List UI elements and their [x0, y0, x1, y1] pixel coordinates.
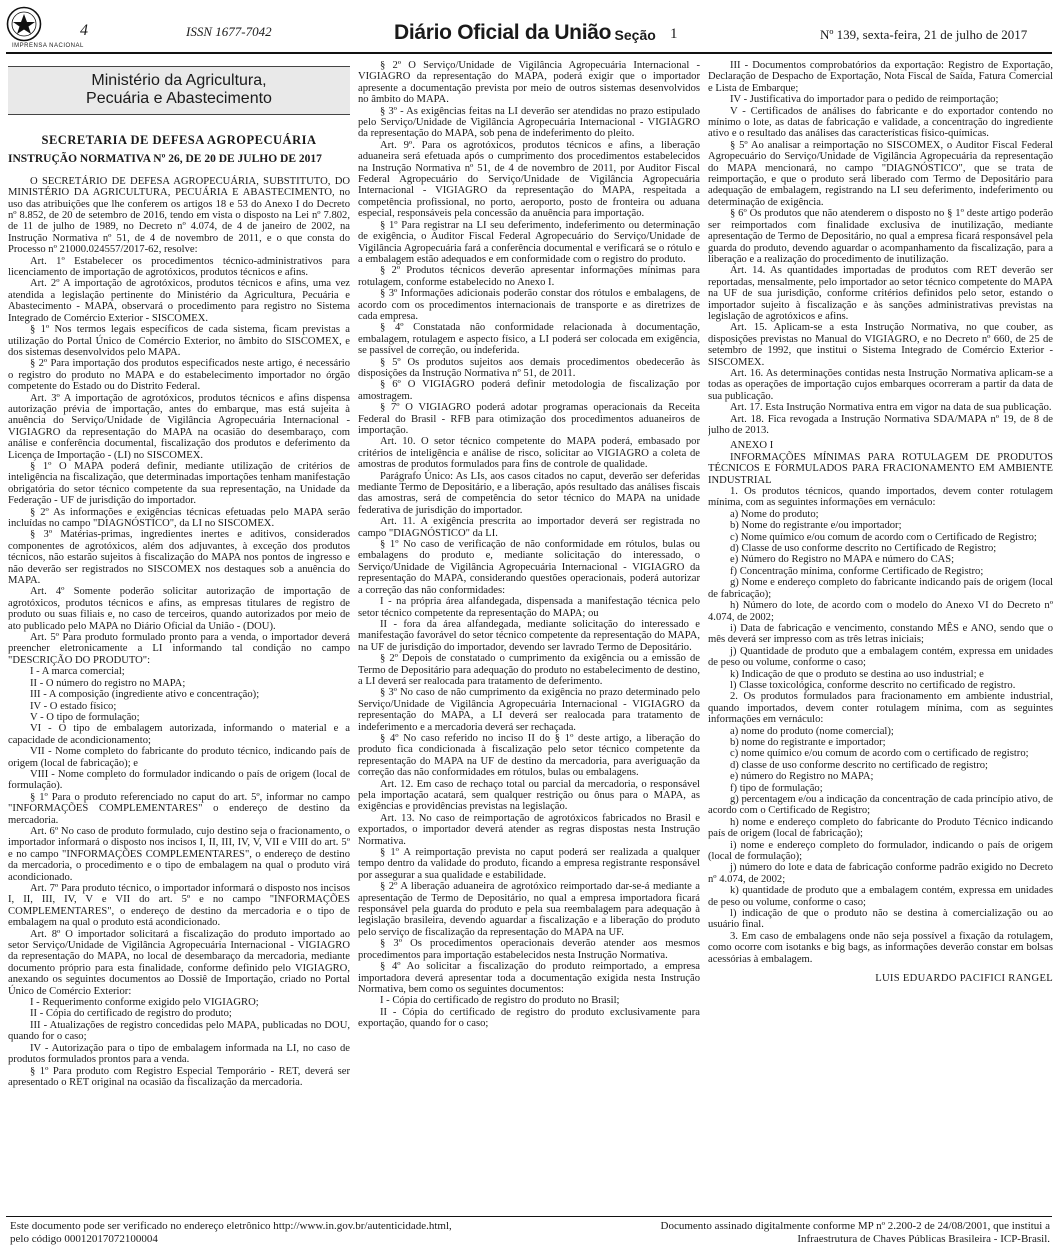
- paragraph: III - Atualizações de registro concedidas pelo MAPA, publicadas no DOU, quando for o caso;: [8, 1019, 350, 1043]
- footer-left: [10, 1220, 452, 1246]
- paragraph: Art. 13. No caso de reimportação de agrotóxicos fabricados no Brasil e exportados, o importador deverá atender as regras dispostas nesta Instrução Normativa.: [358, 812, 700, 847]
- paragraph: IV - O estado físico;: [30, 700, 117, 712]
- annex-item: d) classe de uso conforme descrito no certificado de registro;: [730, 759, 988, 771]
- secretaria-heading: SECRETARIA DE DEFESA AGROPECUÁRIA: [41, 133, 317, 147]
- paragraph: § 2º As informações e exigências técnicas efetuadas pelo MAPA serão incluídas no campo "DIAGNÓSTICO", da LI no SISCOMEX.: [8, 506, 350, 529]
- column-1-body: [8, 176, 350, 1089]
- paragraph: I - A marca comercial;: [30, 666, 125, 678]
- section-label: - Seção: [606, 27, 656, 43]
- annex-item: 2. Os produtos formulados para fracionamento em ambiente industrial, quando importados, devem conter rotulagem mínima, com as seguintes informações em vernáculo:: [708, 691, 1053, 726]
- paragraph: IV - Justificativa do importador para o pedido de reimportação;: [730, 94, 999, 106]
- paragraph: Art. 10. O setor técnico competente do MAPA poderá, embasado por critérios de inteligência e análise de risco, solicitar ao VIGIAGRO a coleta de amostras de produtos formulados para fins de controle de qualidade.: [358, 436, 700, 471]
- paragraph: VI - O tipo de embalagem autorizada, informando o material e a capacidade de acondicionamento;: [8, 723, 350, 746]
- page-footer: [0, 1216, 1060, 1245]
- annex-item: b) nome do registrante e importador;: [730, 736, 886, 748]
- paragraph: Art. 15. Aplicam-se a esta Instrução Normativa, no que couber, as disposições previstas no Manual do VIGIAGRO, e no Decreto nº 660, de 25 de setembro de 1992, que institui o Sistema Integrado de Comércio Exterior - SISCOMEX.: [708, 322, 1053, 368]
- paragraph: Art. 8º O importador solicitará a fiscalização do produto importado ao setor Serviço/Unidade de Vigilância Agropecuária Internacional - VIGIAGRO da representação do MAPA, no local de desembaraço da mercadoria, mediante documento próprio para esta finalidade, conforme definido pelo VIGIAGRO, anexando os seguintes documentos ao Dossiê de Importação, criado no Portal Único de Comércio Exterior:: [8, 928, 350, 997]
- paragraph: § 2º Para importação dos produtos especificados neste artigo, é necessário o registro do produto no MAPA e do estabelecimento importador no órgão competente do Estado ou do Distrito Federal.: [8, 358, 350, 393]
- annex-item: i) nome e endereço completo do formulador, indicando o país de origem (local de formulação);: [708, 839, 1053, 863]
- paragraph: VII - Nome completo do fabricante do produto técnico, indicando país de origem (local de fabricação); e: [8, 746, 350, 769]
- paragraph: Art. 7º Para produto técnico, o importador informará o disposto nos incisos I, II, III, IV, V e VII do art. 5º e no campo "INFORMAÇÕES COMPLEMENTARES", o endereço de destino da mercadoria e o tipo de embalagem na qual o produto está acondicionado.: [8, 883, 350, 929]
- paragraph: Art. 4º Somente poderão solicitar autorização de importação de agrotóxicos, produtos técnicos e afins, as empresas titulares de registro de produto ou suas filiais e, no caso de terceiros, quando autorizados por meio de ato publicado pelo MAPA no Diário Oficial da União - (DOU).: [8, 586, 350, 632]
- annex-item: a) Nome do produto;: [730, 508, 819, 520]
- annex-title: ANEXO I: [730, 440, 774, 452]
- paragraph: § 1º Para registrar na LI seu deferimento, indeferimento ou determinação de exigência, o Auditor Fiscal Federal Agropecuário do Serviço/Unidade de Vigilância Agropecuária fará a conferência documental e verificará se o rótulo e a embalagem estão adequados e em conformidade com o registro do produto.: [358, 219, 700, 265]
- annex-item: i) Data de fabricação e vencimento, constando MÊS e ANO, sendo que o mês deverá ser impresso com as três letras iniciais;: [708, 622, 1053, 646]
- imprensa-nacional-seal-icon: [6, 6, 42, 42]
- column-1: [8, 60, 350, 1215]
- annex-item: g) percentagem e/ou a indicação da concentração de cada princípio ativo, de acordo com o Certificado de Registro;: [708, 794, 1053, 817]
- annex-item: l) Classe toxicológica, conforme descrito no certificado de registro.: [730, 679, 1016, 691]
- paragraph: Art. 2º A importação de agrotóxicos, produtos técnicos e afins, uma vez atendida a legislação pertinente do Ministério da Agricultura, Pecuária e Abastecimento - MAPA, observará o procedimento para registro no Sistema Integrado de Comércio Exterior - SISCOMEX.: [8, 278, 350, 324]
- paragraph: I - Cópia do certificado de registro do produto no Brasil;: [380, 995, 620, 1007]
- paragraph: § 4º No caso referido no inciso II do § 1º deste artigo, a liberação do produto fica condicionada à fiscalização pelo setor técnico competente da representação do MAPA na UF de destino da mercadoria, para averiguação da correção das não conformidades em rótulos, bulas ou embalagens.: [358, 732, 700, 779]
- section-number: 1: [670, 26, 678, 42]
- paragraph: § 1º A reimportação prevista no caput poderá ser realizada a qualquer tempo dentro da validade do produto, ficando a empresa registrante responsável por assegurar a sua qualidade e estabilidade.: [358, 847, 700, 881]
- paragraph: O SECRETÁRIO DE DEFESA AGROPECUÁRIA, SUBSTITUTO, DO MINISTÉRIO DA AGRICULTURA, PECUÁRIA E ABASTECIMENTO, no uso das atribuições que lhe conferem os artigos 18 e 53 do Anexo I do Decreto nº 8.852, de 20 de setembro de 2016, tendo em vista o disposto na Lei nº 7.802, de 11 de julho de 1989, no Decreto nº 4.074, de 4 de janeiro de 2002, na Instrução Normativa nº 51, de 4 de novembro de 2011, e o que consta do Processo nº 21000.024557/2017-62, resolve:: [8, 175, 350, 256]
- ministry-banner: [8, 66, 350, 115]
- paragraph: III - A composição (ingrediente ativo e concentração);: [30, 689, 260, 701]
- paragraph: VIII - Nome completo do formulador indicando o país de origem (local de formulação).: [8, 768, 350, 792]
- paragraph: § 7º O VIGIAGRO poderá adotar programas operacionais da Receita Federal do Brasil - RFB para otimização dos procedimentos aduaneiros de importação.: [358, 402, 700, 436]
- paragraph: § 1º Para o produto referenciado no caput do art. 5º, informar no campo "INFORMAÇÕES COMPLEMENTARES" o endereço de destino da mercadoria.: [8, 791, 350, 826]
- annex-item: e) Número do Registro no MAPA e número do CAS;: [730, 554, 955, 566]
- annex-item: f) Concentração mínima, conforme Certificado de Registro;: [730, 565, 984, 577]
- paragraph: § 3º No caso de não cumprimento da exigência no prazo determinado pelo Serviço/Unidade de Vigilância Agropecuária Internacional - VIGIAGRO da representação do MAPA, a LI deverá ser realocada para tratamento de indeferimento e a mercadoria deverá ser rechaçada.: [358, 687, 700, 733]
- ministry-line-2: Pecuária e Abastecimento: [86, 90, 272, 107]
- annex-item: h) Número do lote, de acordo com o modelo do Anexo VI do Decreto nº 4.074, de 2002;: [708, 600, 1053, 623]
- paragraph: V - O tipo de formulação;: [30, 711, 140, 723]
- paragraph: II - fora da área alfandegada, mediante solicitação do interessado e manifestação favorável do setor técnico competente da representação do MAPA, na UF de jurisdição do importador, devendo ser lavrado Termo de Depositário.: [358, 618, 700, 653]
- page-number: 4: [80, 22, 88, 39]
- footer-signature-line: Documento assinado digitalmente conforme MP nº 2.200-2 de 24/08/2001, que institui a: [660, 1220, 1050, 1232]
- paragraph: § 3º Os procedimentos operacionais deverão atender aos mesmos procedimentos para importação estabelecidos nesta Instrução Normativa.: [358, 938, 700, 961]
- paragraph: § 3º Matérias-primas, ingredientes inertes e aditivos, considerados componentes de agrotóxicos, além dos adjuvantes, à exceção dos produtos técnicos, não estarão sujeitos à fiscalização do MAPA nos pontos de ingresso e não deverão ser registrados no SISCOMEX nos destaques sob a anuência do MAPA.: [8, 529, 350, 587]
- paragraph: II - Cópia do certificado de registro do produto exclusivamente para exportação, quando for o caso;: [358, 1006, 700, 1030]
- paragraph: Art. 16. As determinações contidas nesta Instrução Normativa aplicam-se a todas as operações de importação cujos embarques ocorreram a partir da data de sua publicação.: [708, 367, 1053, 402]
- paragraph: § 1º O MAPA poderá definir, mediante utilização de critérios de inteligência na fiscalização, que determinadas importações tenham manifestação obrigatória do setor técnico competente da sua representação, na Unidade da Federação - UF de jurisdição do importador.: [8, 460, 350, 507]
- annex-heading: INFORMAÇÕES MÍNIMAS PARA ROTULAGEM DE PRODUTOS TÉCNICOS E FORMULADOS PARA FRACIONAMENTO EM AMBIENTE INDUSTRIAL: [708, 451, 1053, 486]
- paragraph: § 3º - As exigências feitas na LI deverão ser atendidas no prazo estipulado pelo Serviço/Unidade de Vigilância Agropecuária Internacional - VIGIAGRO da representação do MAPA, sob pena de indeferimento do pleito.: [358, 105, 700, 140]
- paragraph: § 4º Constatada não conformidade relacionada à documentação, embalagem, rotulagem e aspecto físico, a LI poderá ser colocada em exigência, se passível de correção, ou indeferida.: [358, 322, 700, 357]
- paragraph: § 2º Depois de constatado o cumprimento da exigência ou a emissão de Termo de Depositário para adequação do produto no estabelecimento de destino, a LI deverá ser realocada para tratamento de deferimento.: [358, 653, 700, 687]
- paragraph: § 1º Nos termos legais específicos de cada sistema, ficam previstas a utilização do Portal Único de Comércio Exterior, no âmbito do SISCOMEX, e dos sistemas desenvolvidos pelo MAPA.: [8, 324, 350, 358]
- annex-item: l) indicação de que o produto não se destina à comercialização ou ao usuário final.: [708, 908, 1053, 931]
- paragraph: § 2º O Serviço/Unidade de Vigilância Agropecuária Internacional - VIGIAGRO da representação do MAPA, poderá exigir que o importador apresente a documentação prevista por meio de outros sistemas desenvolvidos no âmbito do MAPA.: [358, 60, 700, 106]
- paragraph: I - na própria área alfandegada, dispensada a manifestação técnica pelo setor técnico competente da representação do MAPA; ou: [358, 596, 700, 619]
- paragraph: § 4º Ao solicitar a fiscalização do produto reimportado, a empresa importadora deverá apresentar toda a documentação exigida nesta Instrução Normativa, bem como os seguintes documentos:: [358, 961, 700, 995]
- footer-verify-line: Este documento pode ser verificado no endereço eletrônico http://www.in.gov.br/autenticidade.html,: [10, 1220, 452, 1232]
- paragraph: Art. 5º Para produto formulado pronto para a venda, o importador deverá preencher eletronicamente a LI informando tal condição no campo "DESCRIÇÃO DO PRODUTO":: [8, 632, 350, 666]
- paragraph: Art. 17. Esta Instrução Normativa entra em vigor na data de sua publicação.: [730, 402, 1052, 414]
- paragraph: II - Cópia do certificado de registro do produto;: [30, 1008, 232, 1020]
- issue-date: Nº 139, sexta-feira, 21 de julho de 2017: [820, 27, 1028, 42]
- journal-title: Diário Oficial da União: [394, 21, 612, 44]
- annex-item: j) número do lote e data de fabricação conforme padrão exigido no Decreto nº 4.074, de 2002;: [708, 862, 1053, 885]
- footer-right: [661, 1220, 1050, 1246]
- column-3: [708, 60, 1053, 1215]
- issn: ISSN 1677-7042: [186, 24, 272, 39]
- paragraph: § 2º A liberação aduaneira de agrotóxico reimportado dar-se-á mediante a apresentação de Termo de Depositário, no qual a empresa importadora ficará responsável pela guarda do produto e pela sua reembalagem para adequação à legislação brasileira, devendo aguardar a fiscalização e a liberação do produto pelo serviço de fiscalização da representação do MAPA na UF.: [358, 881, 700, 938]
- paragraph: Art. 1º Estabelecer os procedimentos técnico-administrativos para licenciamento de importação de agrotóxicos, produtos técnicos e afins.: [8, 255, 350, 279]
- paragraph: § 5º Os produtos sujeitos aos demais procedimentos obedecerão às disposições da Instrução Normativa nº 51, de 2011.: [358, 356, 700, 379]
- page-header: [0, 0, 1060, 58]
- paragraph: § 6º Os produtos que não atenderem o disposto no § 1º deste artigo poderão ser reimportados com finalidade exclusiva de inutilização, mediante apresentação de Termo de Depositário, no qual a empresa ficará responsável pela guarda do produto, devendo aguardar o acompanhamento da fiscalização, para a liberação e a realização do procedimento de inutilização.: [708, 208, 1053, 265]
- signature: LUIS EDUARDO PACIFICI RANGEL: [875, 973, 1053, 985]
- paragraph: IV - Autorização para o tipo de embalagem informada na LI, no caso de produtos formulados prontos para a venda.: [8, 1042, 350, 1066]
- annex-item: b) Nome do registrante e/ou importador;: [730, 520, 902, 532]
- footer-rule: [6, 1216, 1052, 1217]
- logo-caption: IMPRENSA NACIONAL: [12, 43, 84, 49]
- paragraph: Art. 12. Em caso de rechaço total ou parcial da mercadoria, o responsável pela importação acatará, sem qualquer restrição ou ônus para o MAPA, as exigências e providências previstas na legislação.: [358, 778, 700, 813]
- annex-item: a) nome do produto (nome comercial);: [730, 725, 894, 737]
- annex-item: 1. Os produtos técnicos, quando importados, devem conter rotulagem mínima, com as seguintes informações em vernáculo:: [708, 486, 1053, 509]
- paragraph: § 6º O VIGIAGRO poderá definir metodologia de fiscalização por amostragem.: [358, 379, 700, 402]
- paragraph: Art. 9º. Para os agrotóxicos, produtos técnicos e afins, a liberação aduaneira será efetuada após o cumprimento dos procedimentos estabelecidos na Instrução Normativa nº 51, de 4 de novembro de 2011, por Auditor Fiscal Federal Agropecuário do Serviço/Unidade de Vigilância Agropecuária Internacional - VIGIAGRO da representação do MAPA, respeitada a competência profissional, no porto, aeroporto, posto de fronteira ou aduana especial, responsáveis pela concessão da anuência para importação.: [358, 139, 700, 220]
- paragraph: § 5º Ao analisar a reimportação no SISCOMEX, o Auditor Fiscal Federal Agropecuário do Serviço/Unidade de Vigilância Agropecuária da representação do MAPA mencionará, no campo "DIAGNÓSTICO", que se trata de reimportação, e que o produto será liberado com Termo de Depositário para adequação de embalagem, registrando na LI seu deferimento, indeferimento ou determinação de exigência.: [708, 139, 1053, 208]
- paragraph: § 2º Produtos técnicos deverão apresentar informações mínimas para rotulagem, conforme estabelecido no Anexo I.: [358, 265, 700, 288]
- annex-item: k) quantidade de produto que a embalagem contém, expressa em unidades de peso ou volume, conforme o caso;: [708, 885, 1053, 908]
- column-2: [358, 60, 700, 1215]
- header-rule: [6, 52, 1052, 54]
- paragraph: § 3º Informações adicionais poderão constar dos rótulos e embalagens, de acordo com os procedimentos internacionais de transporte e as diretrizes de cada empresa.: [358, 288, 700, 322]
- annex-item: c) Nome químico e/ou comum de acordo com o Certificado de Registro;: [730, 531, 1037, 543]
- paragraph: Parágrafo Único: As LIs, aos casos citados no caput, deverão ser deferidas mediante Termo de Depositário, e a liberação, após resultado das análises fiscais das amostras, será de competência do setor técnico do MAPA na unidade federativa de jurisdição do importador.: [358, 470, 700, 516]
- paragraph: III - Documentos comprobatórios da exportação: Registro de Exportação, Declaração de Despacho de Exportação, Nota Fiscal de Saída, Fatura Comercial e Lista de Embarque;: [708, 60, 1053, 94]
- footer-icp-line: Infraestrutura de Chaves Públicas Brasileira - ICP-Brasil.: [797, 1233, 1050, 1245]
- annex-item: e) número do Registro no MAPA;: [730, 771, 874, 783]
- paragraph: II - O número do registro no MAPA;: [30, 677, 186, 689]
- annex-item: d) Classe de uso conforme descrito no Certificado de Registro;: [730, 543, 997, 555]
- paragraph: Art. 11. A exigência prescrita ao importador deverá ser registrada no campo "DIAGNÓSTICO" da LI.: [358, 516, 700, 539]
- annex-item: g) Nome e endereço completo do fabricante indicando país de origem (local de fabricação);: [708, 577, 1053, 600]
- paragraph: § 1º No caso de verificação de não conformidade em rótulos, bulas ou embalagens do produto e, mediante solicitação do interessado, o Serviço/Unidade de Vigilância Agropecuária Internacional - VIGIAGRO da representação do MAPA, considerando questões operacionais, poderá autorizar a correção das não conformidades:: [358, 539, 700, 596]
- annex-item: j) Quantidade de produto que a embalagem contém, expressa em unidades de peso ou volume, conforme o caso;: [708, 645, 1053, 669]
- paragraph: V - Certificados de análises do fabricante e do exportador contendo no mínimo o lote, as datas de fabricação e validade, a concentração do ingrediente ativo e o resultado das análises das características físico-químicas.: [708, 105, 1053, 140]
- instrucao-title: INSTRUÇÃO NORMATIVA Nº 26, DE 20 DE JULHO DE 2017: [8, 153, 322, 166]
- paragraph: § 1º Para produto com Registro Especial Temporário - RET, deverá ser apresentado o RET original na ocasião da fiscalização da mercadoria.: [8, 1065, 350, 1088]
- annex-item: 3. Em caso de embalagens onde não seja possível a fixação da rotulagem, como ocorre com isotanks e big bags, as informações deverão constar em bolsas acessórias à embalagem.: [708, 930, 1053, 965]
- annex-item: h) nome e endereço completo do fabricante do Produto Técnico indicando país de origem (local de fabricação);: [708, 816, 1053, 840]
- annex-item: k) Indicação de que o produto se destina ao uso industrial; e: [730, 668, 984, 680]
- annex-item: c) nome químico e/ou comum de acordo com o certificado de registro;: [730, 748, 1029, 760]
- paragraph: Art. 6º No caso de produto formulado, cujo destino seja o fracionamento, o importador informará o disposto nos incisos I, II, III, IV, V, VII e VIII do art. 5º e no campo "INFORMAÇÕES COMPLEMENTARES", o endereço de destino da mercadoria, o procedimento e o tipo de embalagem na qual o produto virá acondicionado.: [8, 825, 350, 883]
- column-2-body: [358, 60, 700, 1030]
- footer-code-line: pelo código 00012017072100004: [10, 1233, 158, 1245]
- paragraph: I - Requerimento conforme exigido pelo VIGIAGRO;: [30, 997, 259, 1009]
- paragraph: Art. 3º A importação de agrotóxicos, produtos técnicos e afins dispensa autorização prévia de importação, antes do embarque, mas está sujeita à anuência do Serviço/Unidade de Vigilância Agropecuária Internacional - VIGIAGRO da representação do MAPA na ocasião do desembaraço, com análise e conferência documental, fiscalização dos produtos e deferimento da Licença de Importação - (LI) no SISCOMEX.: [8, 392, 350, 461]
- annex-item: f) tipo de formulação;: [730, 782, 823, 794]
- column-3-body: [708, 60, 1053, 436]
- ministry-line-1: Ministério da Agricultura,: [91, 72, 267, 89]
- paragraph: Art. 18. Fica revogada a Instrução Normativa SDA/MAPA nº 19, de 8 de julho de 2013.: [708, 413, 1053, 436]
- annex-body: [708, 486, 1053, 965]
- paragraph: Art. 14. As quantidades importadas de produtos com RET deverão ser reportadas, mensalmente, pelo importador ao setor técnico competente do MAPA na UF de sua jurisdição, conforme critérios definidos pelo setor, estando o importador sujeito à fiscalização e às sanções administrativas previstas na legislação de agrotóxicos e afins.: [708, 265, 1053, 322]
